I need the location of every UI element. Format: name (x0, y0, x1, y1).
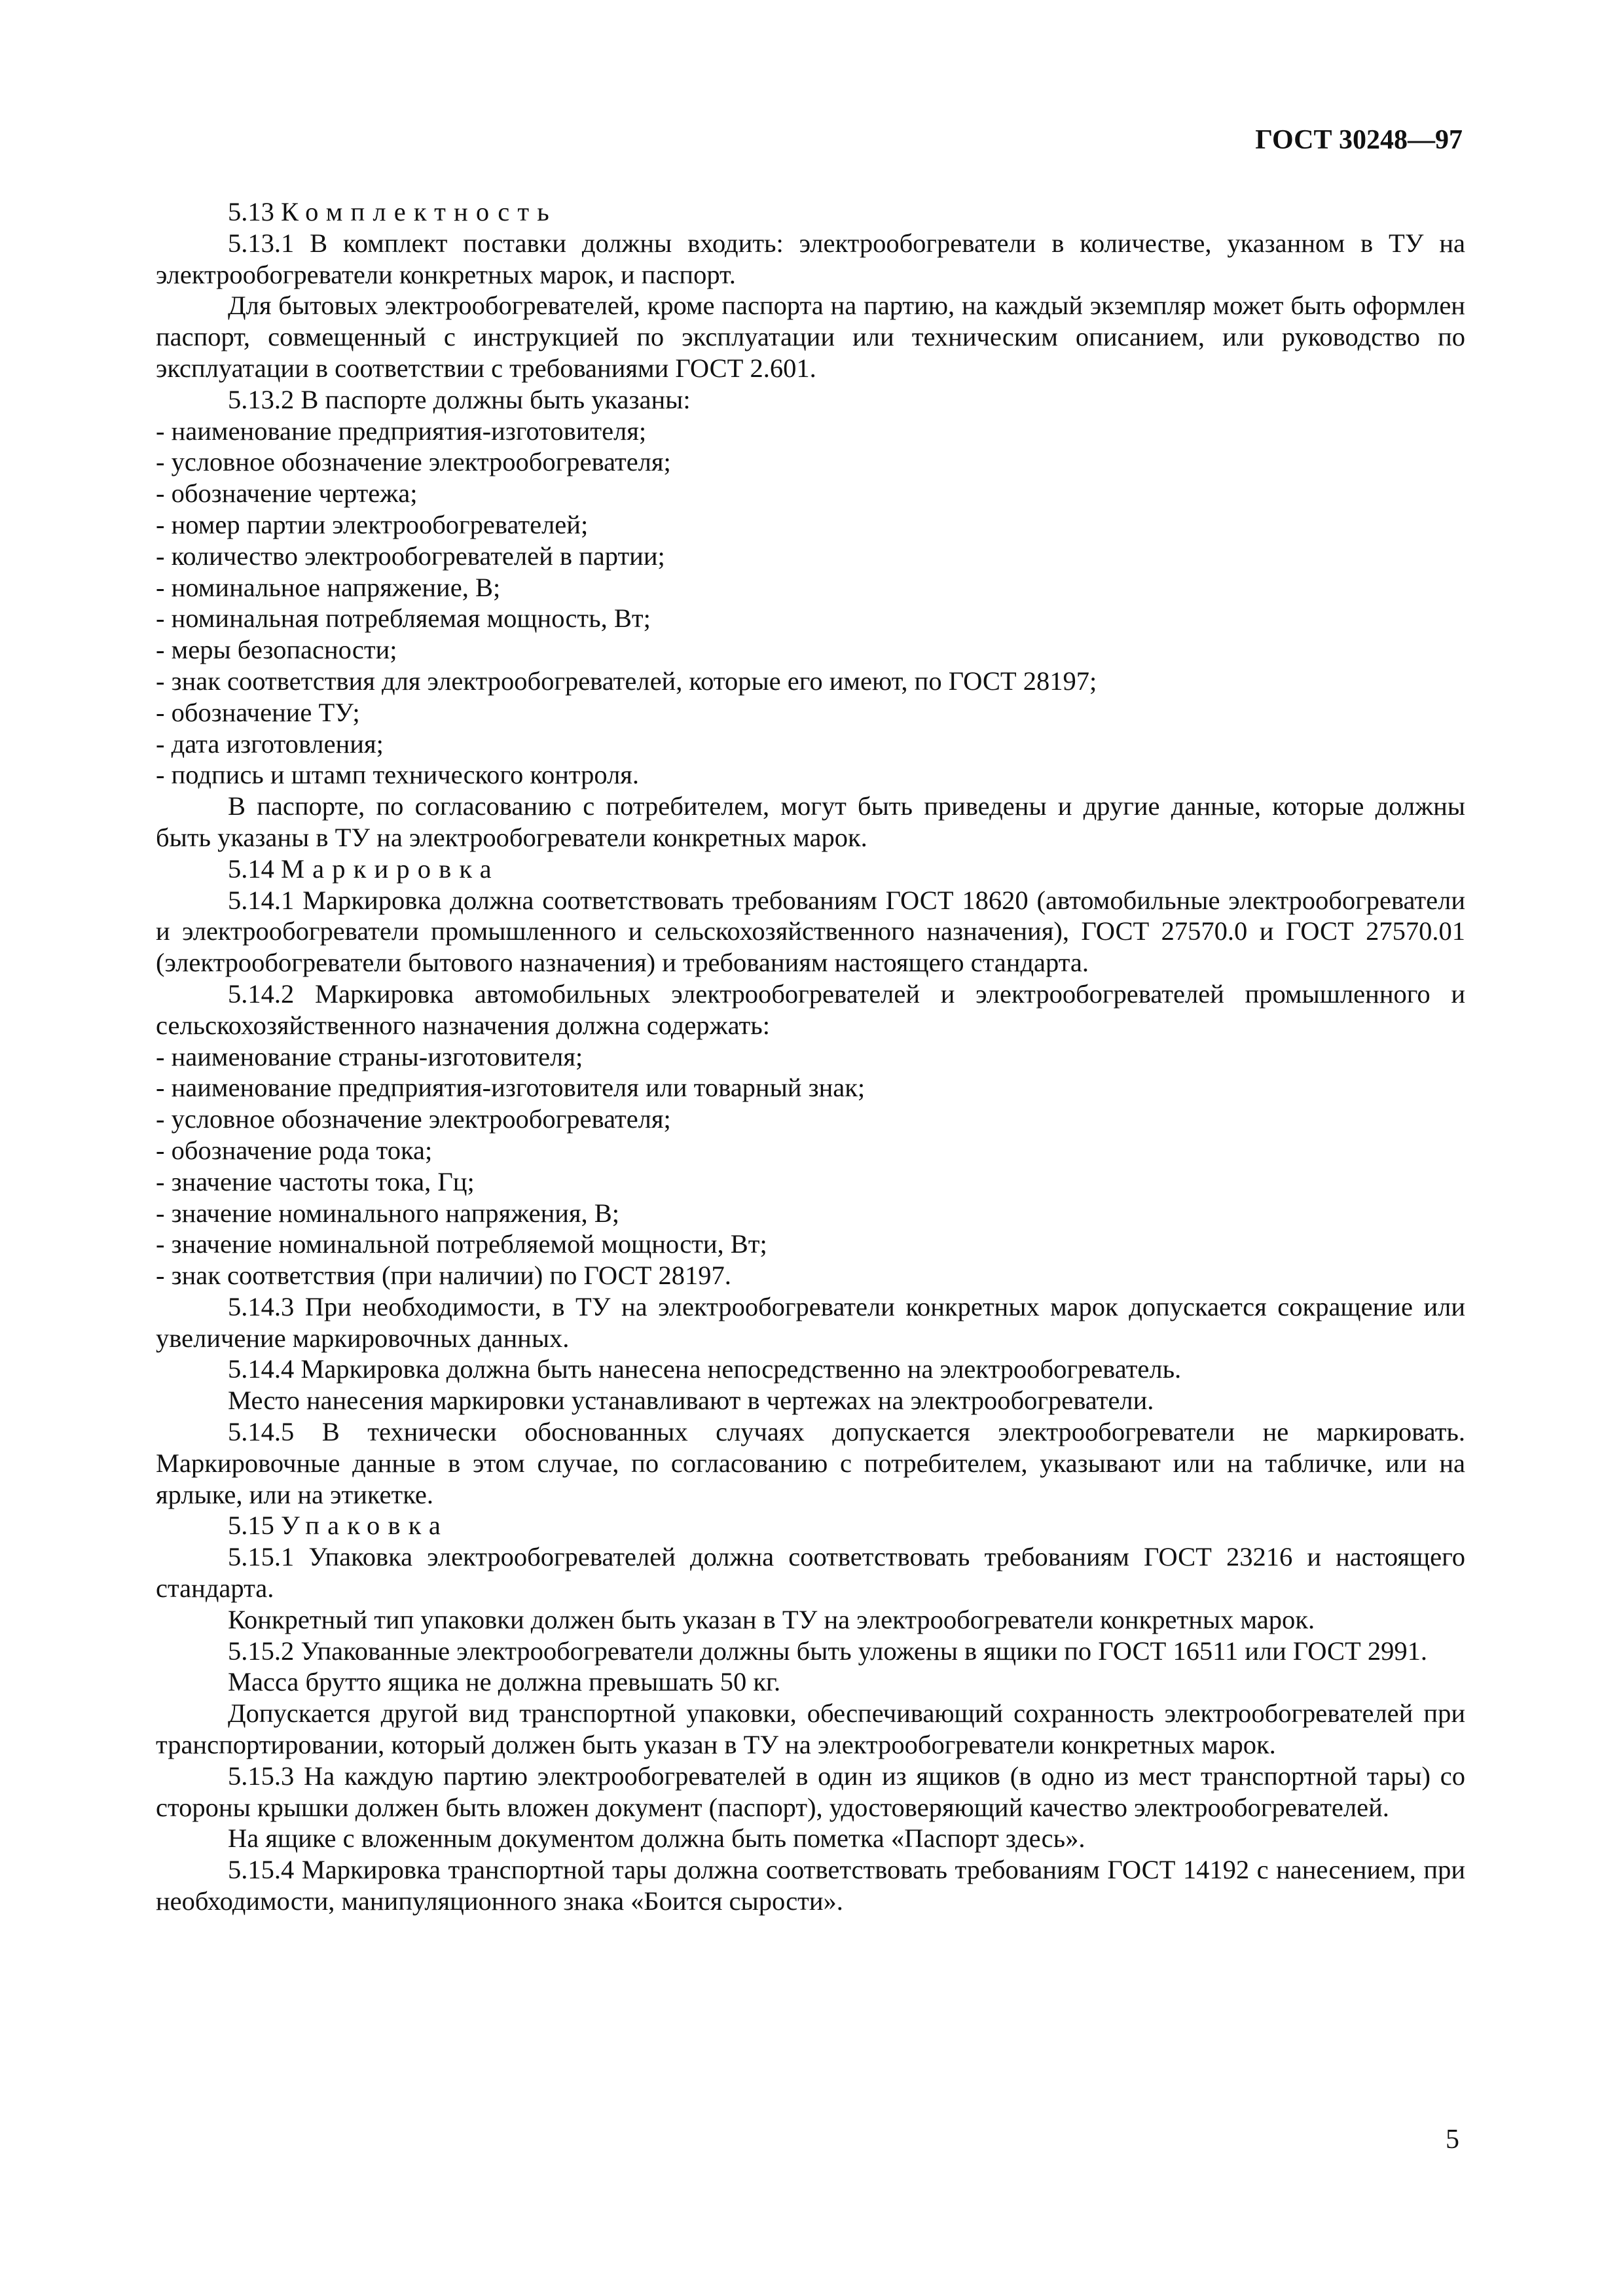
paragraph-5-14-5: 5.14.5 В технически обоснованных случаях допускается электрообогреватели не маркировать. Маркировочные данные в этом случае, по согласованию с потребителем, указывают или на табличке, или на ярлыке, или на этикетке. (156, 1417, 1465, 1509)
list-item: - значение номинальной потребляемой мощности, Вт; (156, 1229, 767, 1259)
list-item: - условное обозначение электрообогревателя; (156, 1104, 671, 1134)
paragraph-5-14-4: 5.14.4 Маркировка должна быть нанесена непосредственно на электрообогреватель. (228, 1354, 1182, 1384)
paragraph-5-13-2-b: В паспорте, по согласованию с потребителем, могут быть приведены и другие данные, которые должны быть указаны в ТУ на электрообогреватели конкретных марок. (156, 791, 1465, 852)
page-number: 5 (1446, 2125, 1459, 2155)
list-item: - подпись и штамп технического контроля. (156, 760, 640, 790)
list-item: - количество электрообогревателей в партии; (156, 541, 665, 571)
paragraph-5-14-3: 5.14.3 При необходимости, в ТУ на электрообогреватели конкретных марок допускается сокращение или увеличение маркировочных данных. (156, 1291, 1465, 1353)
list-item: - значение частоты тока, Гц; (156, 1166, 475, 1196)
list-item: - значение номинального напряжения, В; (156, 1198, 620, 1228)
list-item: - обозначение ТУ; (156, 697, 360, 727)
section-number: 5.15 (228, 1511, 274, 1541)
paragraph-5-15-2-b: Масса брутто ящика не должна превышать 50 кг. (228, 1667, 781, 1697)
list-item: - наименование страны-изготовителя; (156, 1041, 583, 1071)
paragraph-5-15-4: 5.15.4 Маркировка транспортной тары должна соответствовать требованиям ГОСТ 14192 с нанесением, при необходимости, манипуляционного знака «Боится сырости». (156, 1855, 1465, 1916)
paragraph-5-14-1: 5.14.1 Маркировка должна соответствовать требованиям ГОСТ 18620 (автомобильные электрообогреватели и электрообогреватели промышленного и сельскохозяйственного назначения), ГОСТ 27570.0 и ГОСТ 27570.01 (электрообогреватели бытового назначения) и требованиям настоящего стандарта. (156, 885, 1465, 978)
list-item: - условное обозначение электрообогревателя; (156, 447, 671, 477)
section-title: Упаковка (281, 1511, 448, 1541)
paragraph-5-13-2: 5.13.2 В паспорте должны быть указаны: (228, 384, 691, 414)
paragraph-5-15-2: 5.15.2 Упакованные электрообогреватели должны быть уложены в ящики по ГОСТ 16511 или ГОСТ 2991. (228, 1636, 1428, 1666)
list-item: - наименование предприятия-изготовителя или товарный знак; (156, 1073, 866, 1103)
section-number: 5.13 (228, 197, 274, 226)
section-heading-5-14 (156, 853, 1465, 885)
document-header: ГОСТ 30248—97 (1255, 125, 1463, 155)
paragraph-5-14-2: 5.14.2 Маркировка автомобильных электрообогревателей и электрообогревателей промышленного и сельскохозяйственного назначения должна содержать: (156, 978, 1465, 1040)
document-body (156, 196, 1465, 1917)
list-5-13-2 (156, 416, 1465, 791)
list-item: - наименование предприятия-изготовителя; (156, 416, 647, 446)
section-heading-5-13 (156, 196, 1465, 228)
paragraph-5-13-1: 5.13.1 В комплект поставки должны входить: электрообогреватели в количестве, указанном в ТУ на электрообогреватели конкретных марок, и паспорт. (156, 228, 1465, 289)
paragraph-5-15-1: 5.15.1 Упаковка электрообогревателей должна соответствовать требованиям ГОСТ 23216 и настоящего стандарта. (156, 1542, 1465, 1604)
list-item: - номер партии электрообогревателей; (156, 509, 589, 539)
paragraph-5-15-1-b: Конкретный тип упаковки должен быть указан в ТУ на электрообогреватели конкретных марок. (228, 1604, 1315, 1634)
list-item: - знак соответствия для электрообогревателей, которые его имеют, по ГОСТ 28197; (156, 666, 1097, 696)
list-item: - номинальная потребляемая мощность, Вт; (156, 603, 651, 634)
paragraph-5-15-3-b: На ящике с вложенным документом должна быть пометка «Паспорт здесь». (228, 1823, 1085, 1854)
paragraph-5-13-1-b: Для бытовых электрообогревателей, кроме паспорта на партию, на каждый экземпляр может быть оформлен паспорт, совмещенный с инструкцией по эксплуатации или техническим описанием, или руководство по эксплуатации в соответствии с требованиями ГОСТ 2.601. (156, 291, 1465, 383)
section-heading-5-15 (156, 1510, 1465, 1541)
list-item: - обозначение чертежа; (156, 478, 418, 509)
section-title: Комплектность (281, 197, 557, 226)
list-item: - знак соответствия (при наличии) по ГОСТ 28197. (156, 1261, 731, 1291)
list-5-14-2 (156, 1041, 1465, 1291)
list-item: - обозначение рода тока; (156, 1135, 433, 1165)
list-item: - дата изготовления; (156, 728, 384, 759)
paragraph-5-15-2-c: Допускается другой вид транспортной упаковки, обеспечивающий сохранность электрообогревателей при транспортировании, который должен быть указан в ТУ на электрообогреватели конкретных марок. (156, 1698, 1465, 1760)
paragraph-5-15-3: 5.15.3 На каждую партию электрообогревателей в один из ящиков (в одно из мест транспортной тары) со стороны крышки должен быть вложен документ (паспорт), удостоверяющий качество электрообогревателей. (156, 1761, 1465, 1822)
section-number: 5.14 (228, 853, 274, 884)
list-item: - номинальное напряжение, В; (156, 572, 501, 602)
list-item: - меры безопасности; (156, 635, 397, 665)
paragraph-5-14-4-b: Место нанесения маркировки устанавливают в чертежах на электрообогреватели. (228, 1386, 1154, 1416)
section-title: Маркировка (281, 853, 500, 884)
